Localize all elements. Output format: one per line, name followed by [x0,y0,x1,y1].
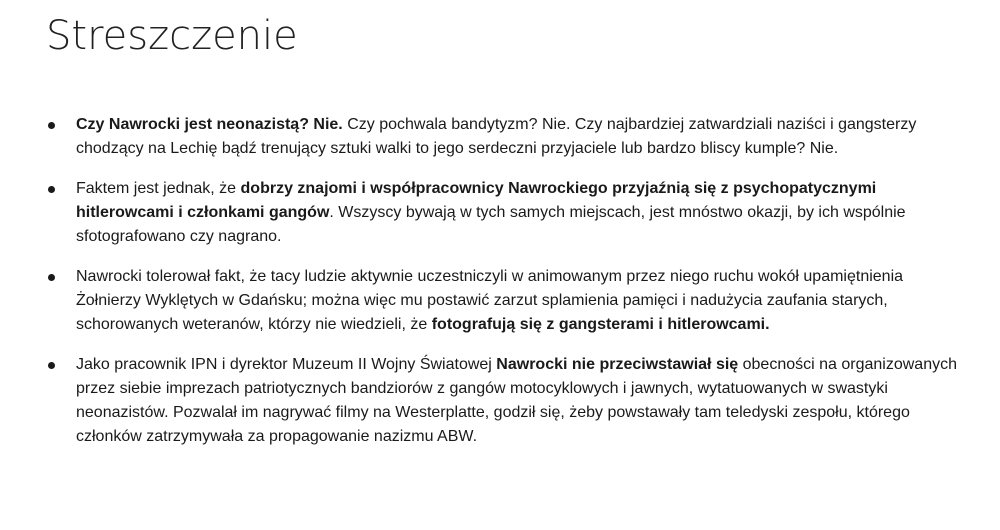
bullet-text: Nawrocki tolerował fakt, że tacy ludzie aktywnie uczestniczyli w animowanym przez niego ruchu wokół upamiętnienia Żołnierzy Wyklętych w Gdańsku; można więc mu postawić zarzut splamienia pamięci i nadużycia zaufania starych, schorowanych weteranów, którzy nie wiedzieli, że [76,268,904,333]
bullet-item-2 [46,177,966,249]
bullet-dot-icon [48,122,55,129]
bullet-text: Faktem jest jednak, że [76,180,241,197]
bullet-dot-icon [48,362,55,369]
bullet-text: . Wszyscy bywają w tych samych miejscach, jest mnóstwo okazji, by ich wspólnie sfotografowano czy nagrano. [76,204,906,245]
bullet-text: Jako pracownik IPN i dyrektor Muzeum II Wojny Światowej [76,356,497,373]
bullet-text: Czy pochwala bandytyzm? Nie. Czy najbardziej zatwardziali naziści i gangsterzy chodzący na Lechię bądź trenujący sztuki walki to jego serdeczni przyjaciele lub bardzo bliscy kumple? Nie. [76,116,917,157]
bullet-item-3 [46,265,966,337]
bullet-dot-icon [48,186,55,193]
bullet-item-4 [46,353,966,449]
bullet-item-1 [46,113,966,161]
bullet-text-bold: Nawrocki nie przeciwstawiał się [496,356,739,373]
bullet-dot-icon [48,274,55,281]
bullet-text-bold: dobrzy znajomi i współpracownicy Nawrockiego przyjaźnią się z psychopatycznymi hitlerowcami i członkami gangów [76,180,877,221]
slide-title: Streszczenie [46,13,298,59]
bullet-list [46,113,966,465]
bullet-text: obecności na organizowanych przez siebie imprezach patriotycznych bandziorów z gangów motocyklowych i jawnych, wytatuowanych w swastyki neonazistów. Pozwalał im nagrywać filmy na Westerplatte, godził się, żeby powstawały tam teledyski zespołu, którego członków zatrzymywała za propagowanie nazizmu ABW. [76,356,957,445]
bullet-text-bold: Czy Nawrocki jest neonazistą? Nie. [76,116,343,133]
bullet-text-bold: fotografują się z gangsterami i hitlerowcami. [431,316,770,333]
